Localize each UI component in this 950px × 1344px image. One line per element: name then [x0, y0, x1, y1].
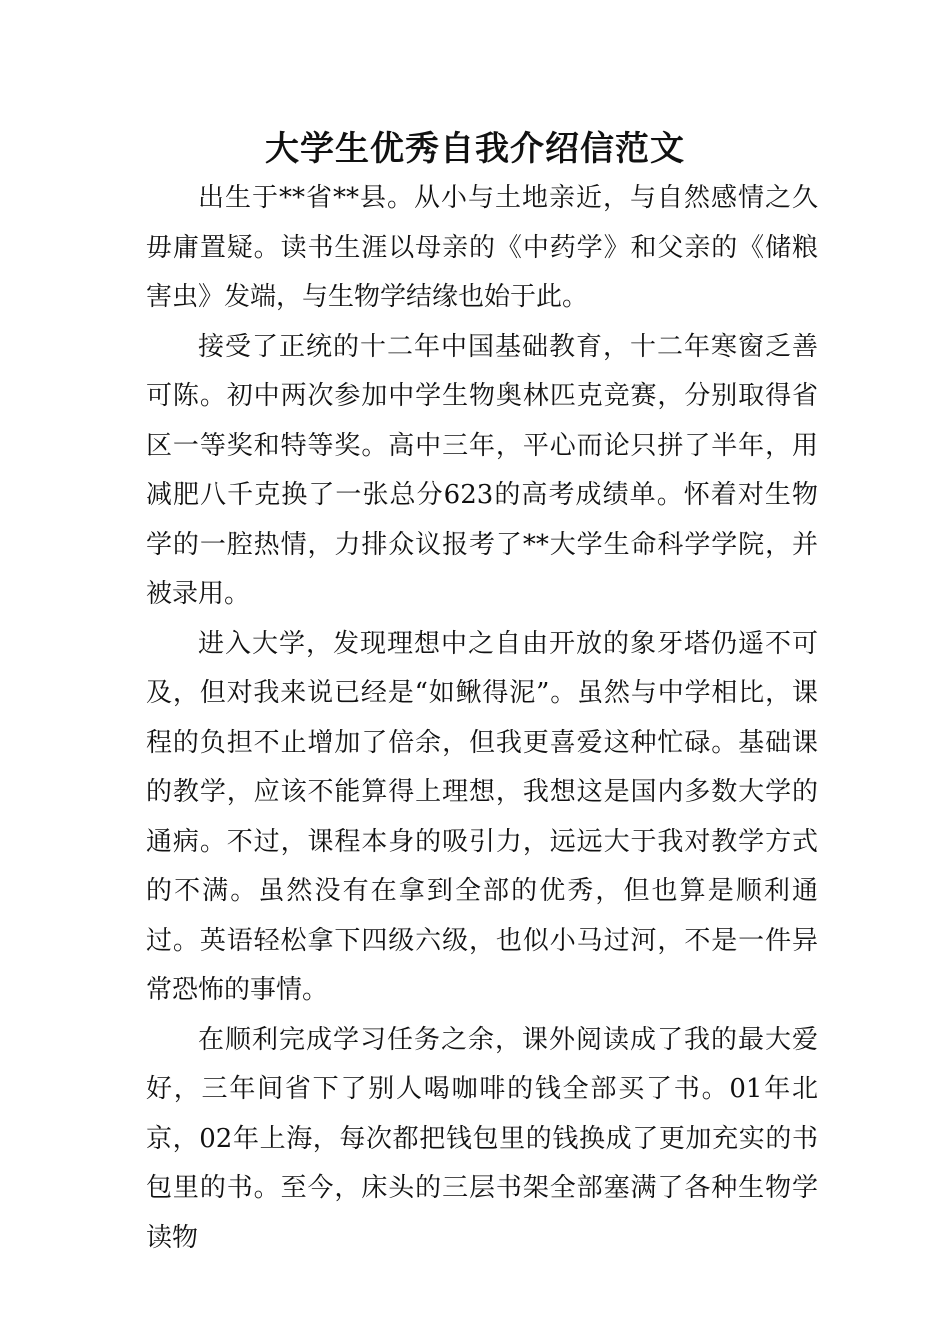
- paragraph-1: 出生于**省**县。从小与土地亲近，与自然感情之久毋庸置疑。读书生涯以母亲的《中药学》和父亲的《储粮害虫》发端，与生物学结缘也始于此。: [146, 183, 818, 312]
- document-title: 大学生优秀自我介绍信范文: [265, 129, 685, 169]
- paragraph-4: 在顺利完成学习任务之余，课外阅读成了我的最大爱好，三年间省下了别人喝咖啡的钱全部买了书。01年北京，02年上海，每次都把钱包里的钱换成了更加充实的书包里的书。至今，床头的三层书架全部塞满了各种生物学读物: [146, 1024, 818, 1253]
- paragraph-2: 接受了正统的十二年中国基础教育，十二年寒窗乏善可陈。初中两次参加中学生物奥林匹克竞赛，分别取得省区一等奖和特等奖。高中三年，平心而论只拼了半年，用减肥八千克换了一张总分623的高考成绩单。怀着对生物学的一腔热情，力排众议报考了**大学生命科学学院，并被录用。: [146, 331, 818, 609]
- paragraph-3: 进入大学，发现理想中之自由开放的象牙塔仍遥不可及，但对我来说已经是“如鳅得泥”。虽然与中学相比，课程的负担不止增加了倍余，但我更喜爱这种忙碌。基础课的教学，应该不能算得上理想，我想这是国内多数大学的通病。不过，课程本身的吸引力，远远大于我对教学方式的不满。虽然没有在拿到全部的优秀，但也算是顺利通过。英语轻松拿下四级六级，也似小马过河，不是一件异常恐怖的事情。: [146, 628, 818, 1005]
- document-body: [146, 174, 818, 1263]
